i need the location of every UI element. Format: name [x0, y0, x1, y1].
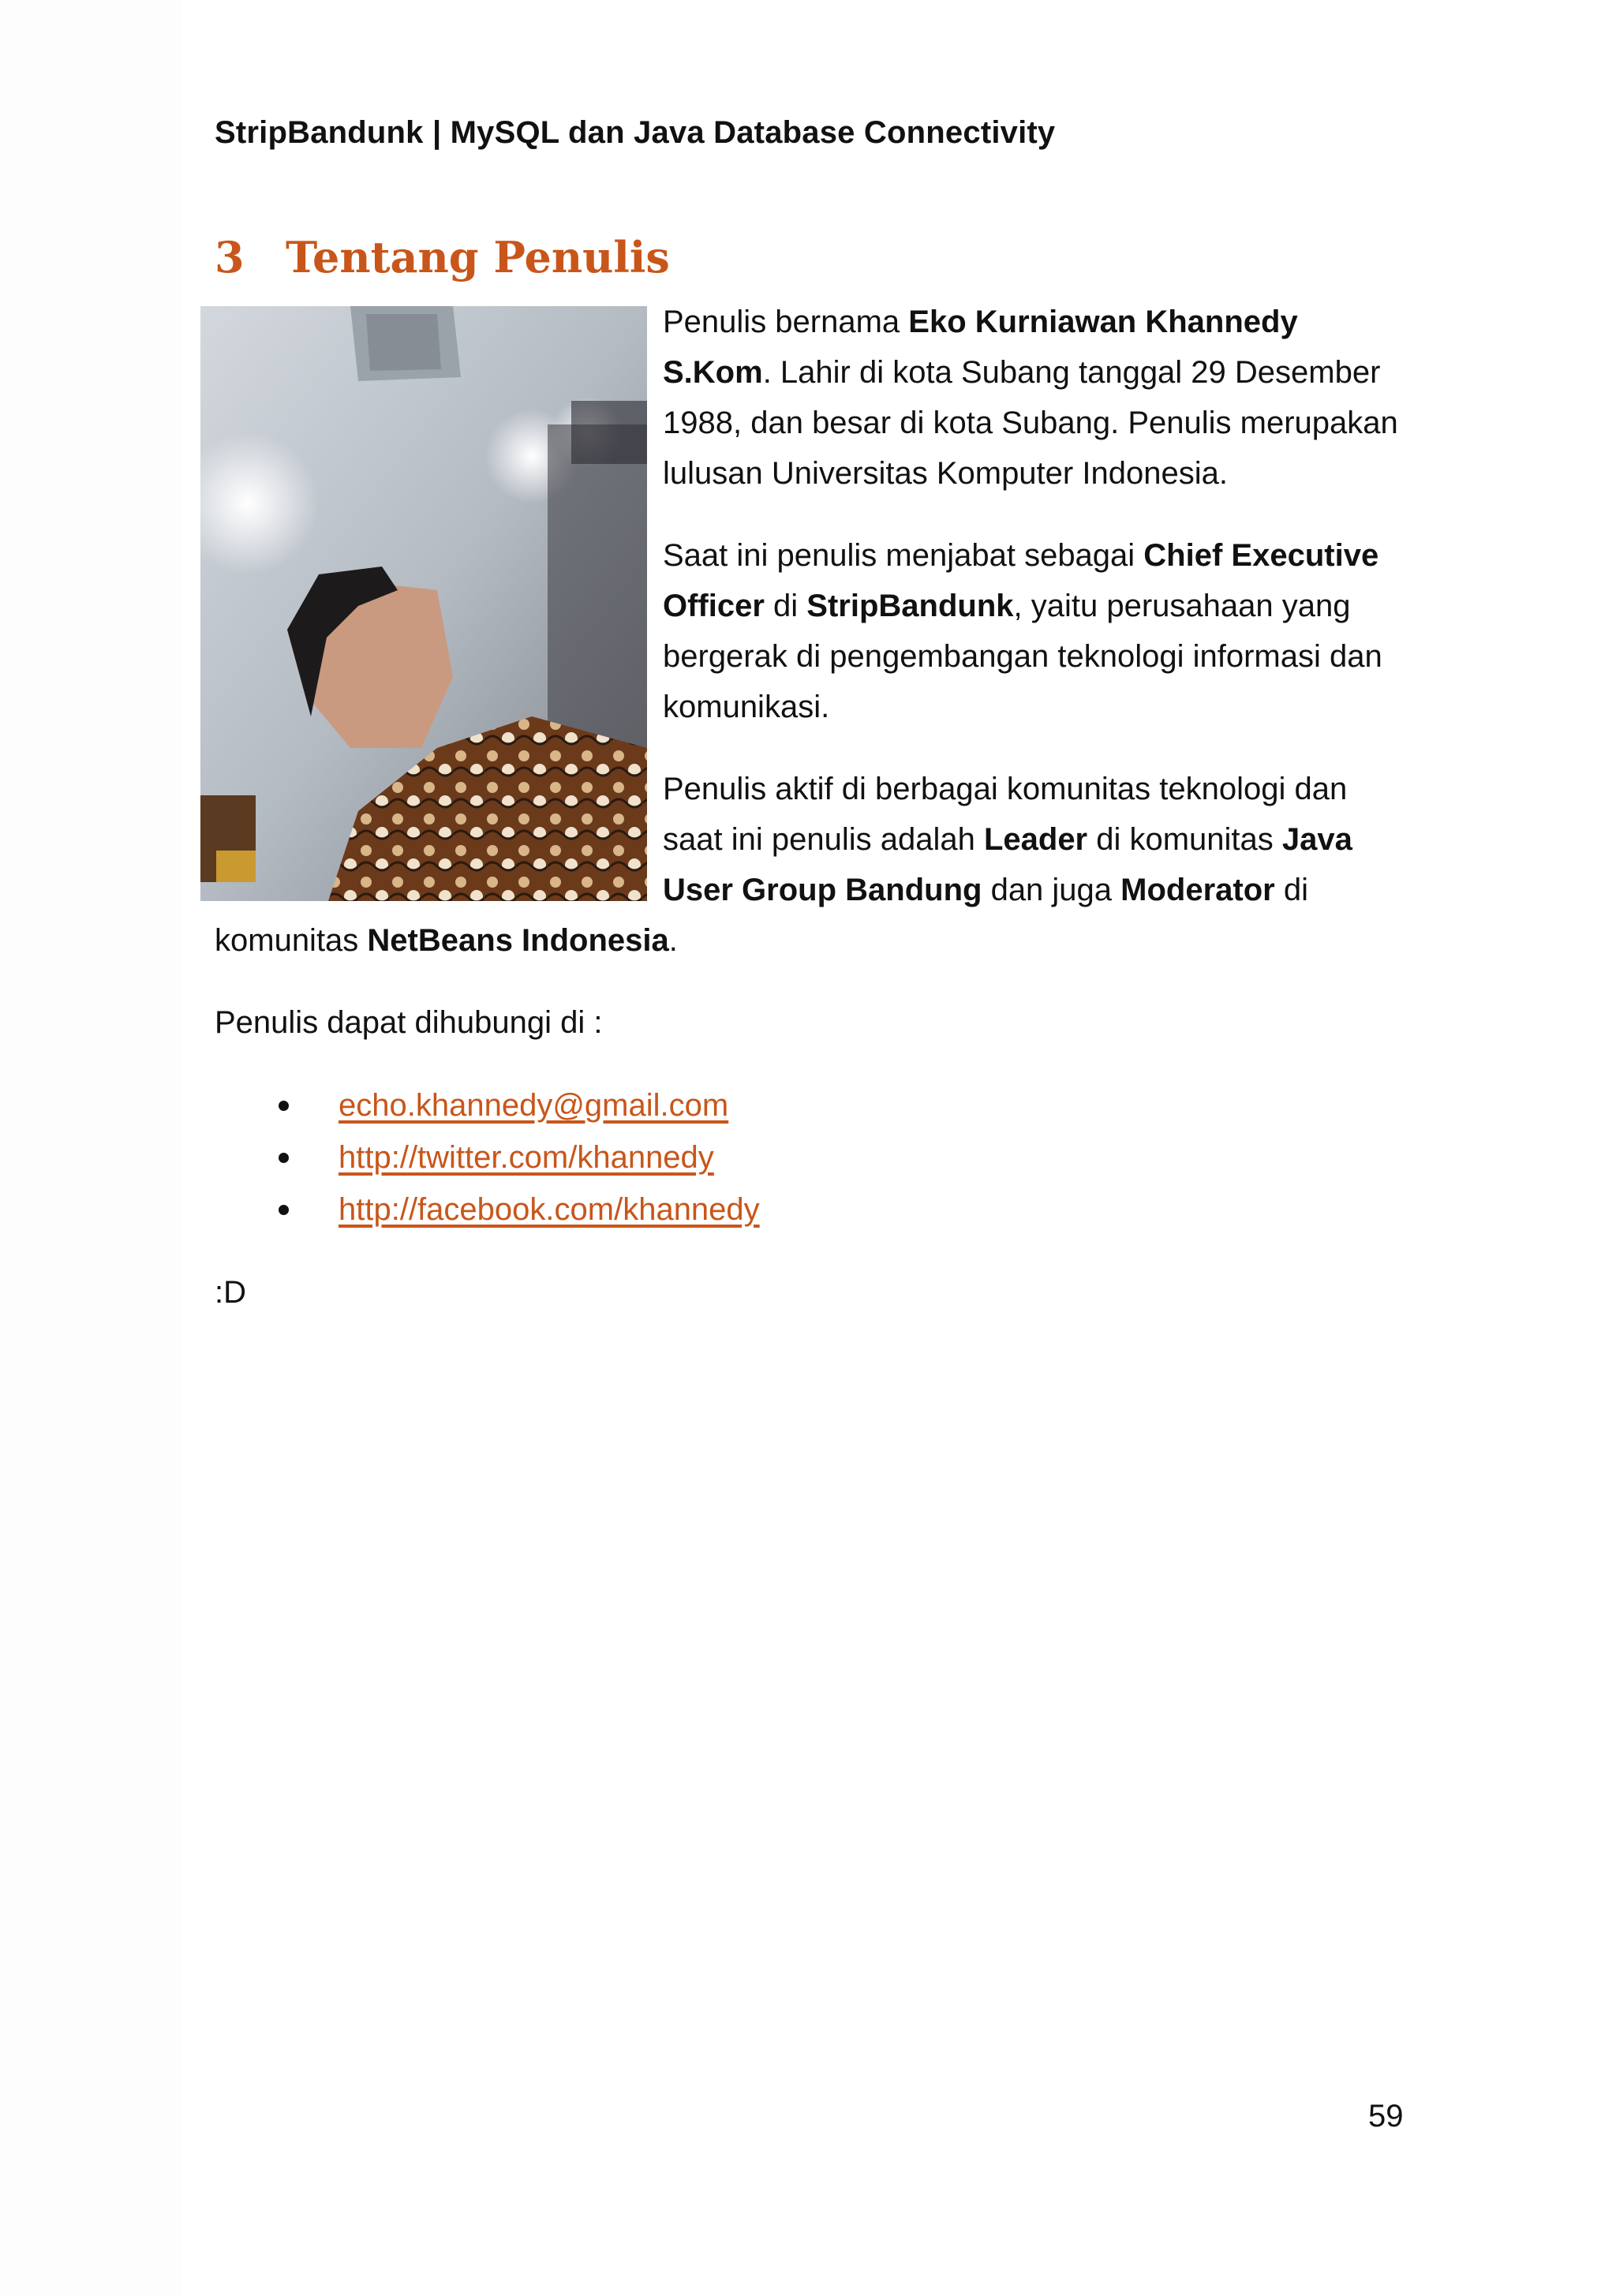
contact-item-twitter: [215, 1131, 1406, 1184]
twitter-link[interactable]: http://twitter.com/khannedy: [339, 1140, 714, 1175]
bio-text: Penulis bernama: [663, 305, 909, 339]
company-name: StripBandunk: [806, 589, 1014, 623]
author-bio: [215, 297, 1406, 1349]
facebook-link[interactable]: http://facebook.com/khannedy: [339, 1192, 760, 1227]
contact-intro: Penulis dapat dihubungi di :: [215, 1005, 603, 1040]
running-header: StripBandunk | MySQL dan Java Database Connectivity: [215, 115, 1056, 150]
email-link[interactable]: echo.khannedy@gmail.com: [339, 1088, 729, 1123]
community-jug: Java User Group Bandung: [663, 822, 1352, 907]
bio-text: di komunitas: [215, 873, 1308, 958]
contact-list: [215, 1079, 1406, 1236]
section-heading: [215, 232, 670, 282]
bio-text: dan juga: [982, 873, 1121, 907]
role-moderator: Moderator: [1120, 873, 1275, 907]
author-name: Eko Kurniawan Khannedy S.Kom: [663, 305, 1298, 390]
bio-text: , yaitu perusahaan yang bergerak di pengembangan teknologi informasi dan komunikasi.: [663, 589, 1382, 724]
job-title: Chief Executive Officer: [663, 538, 1379, 623]
role-leader: Leader: [983, 822, 1088, 857]
bio-text: .: [668, 923, 678, 958]
bio-text: di: [764, 589, 807, 623]
photo-float-spacer: [200, 297, 663, 904]
page-number: 59: [1368, 2099, 1404, 2133]
bio-text: Penulis aktif di berbagai komunitas teknologi dan saat ini penulis adalah: [663, 772, 1348, 857]
contact-item-email: [215, 1079, 1406, 1131]
community-netbeans: NetBeans Indonesia: [367, 923, 669, 958]
section-number: 3: [215, 232, 245, 282]
bio-text: . Lahir di kota Subang tanggal 29 Desember 1988, dan besar di kota Subang. Penulis merupakan lulusan Universitas Komputer Indonesia.: [663, 355, 1398, 491]
bio-text: Saat ini penulis menjabat sebagai: [663, 538, 1144, 573]
page-margin-shade: [0, 0, 181, 2296]
section-title: Tentang Penulis: [286, 232, 670, 282]
bio-text: di komunitas: [1087, 822, 1282, 857]
closing-emoticon: :D: [215, 1275, 246, 1310]
contact-item-facebook: [215, 1184, 1406, 1236]
